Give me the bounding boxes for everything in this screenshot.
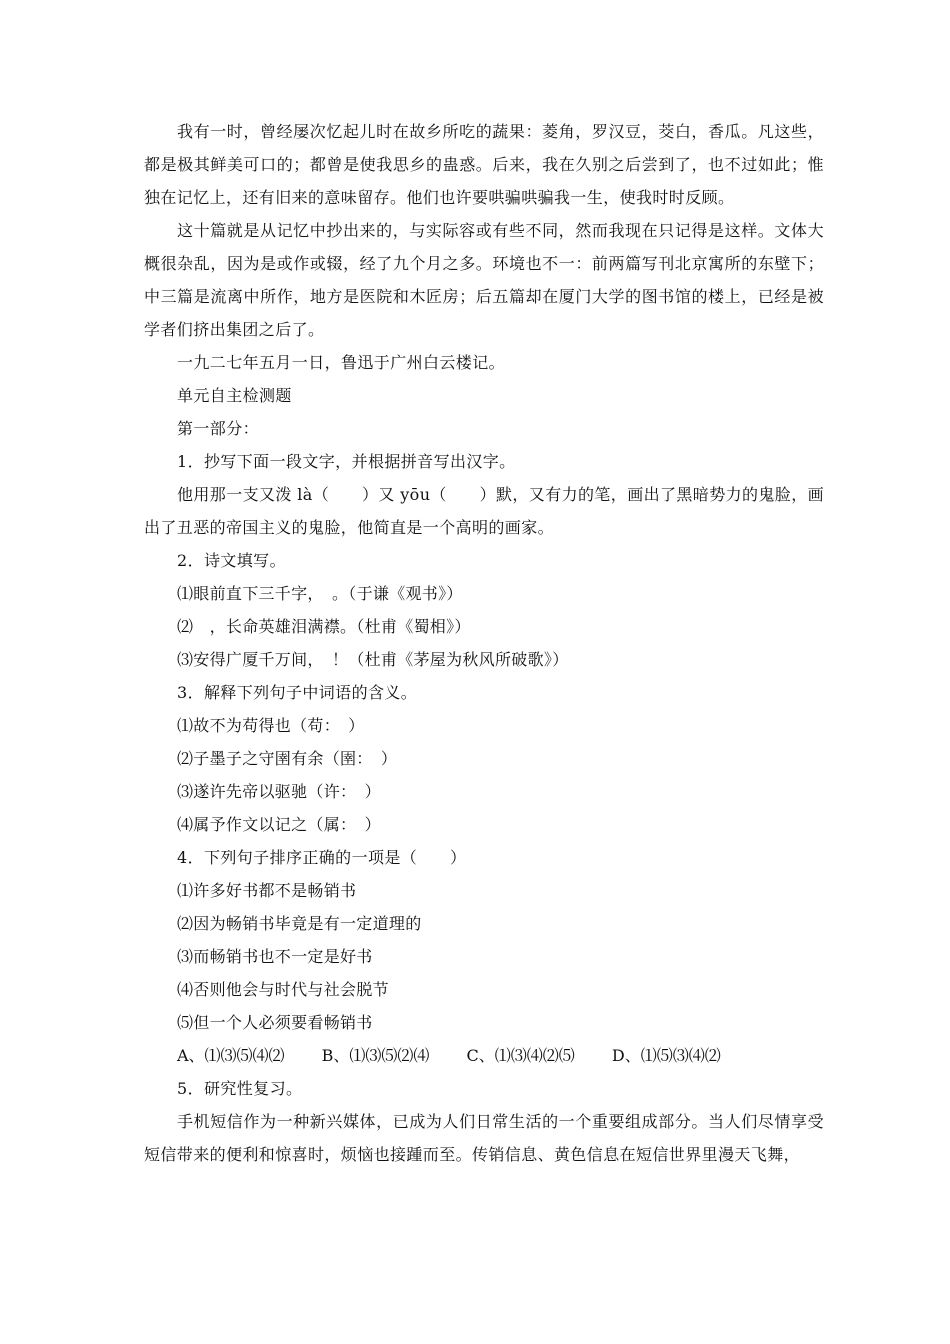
question-2-prompt: 2．诗文填写。 (177, 551, 286, 570)
test-title: 单元自主检测题 (177, 386, 292, 405)
question-4-options (144, 1039, 824, 1072)
question-5-prompt: 5．研究性复习。 (177, 1079, 303, 1098)
question-4-item: ⑷否则他会与时代与社会脱节 (177, 980, 389, 999)
question-2-item: ⑴眼前直下三千字， 。（于谦《观书》） (177, 584, 463, 603)
question-1-text: 他用那一支又泼 là（ ）又 yōu（ ）默，又有力的笔，画出了黑暗势力的鬼脸，画出了丑恶的帝国主义的鬼脸，他简直是一个高明的画家。 (144, 485, 825, 537)
question-3-prompt: 3．解释下列句子中词语的含义。 (177, 683, 418, 702)
option-a: A、⑴⑶⑸⑷⑵ (177, 1046, 285, 1065)
question-4-item: ⑵因为畅销书毕竟是有一定道理的 (177, 914, 422, 933)
question-4-item: ⑶而畅销书也不一定是好书 (177, 947, 373, 966)
question-4-item: ⑴许多好书都不是畅销书 (177, 881, 357, 900)
question-4-item: ⑸但一个人必须要看畅销书 (177, 1013, 373, 1032)
test-part-label: 第一部分： (177, 419, 260, 438)
question-3-item: ⑵子墨子之守圉有余（圉： ） (177, 749, 398, 768)
option-d: D、⑴⑸⑶⑷⑵ (611, 1046, 721, 1065)
question-3-item: ⑷属予作文以记之（属： ） (177, 815, 381, 834)
test-part-heading (144, 412, 824, 445)
question-1-prompt: 1．抄写下面一段文字，并根据拼音写出汉字。 (177, 452, 516, 471)
question-5-text: 手机短信作为一种新兴媒体，已成为人们日常生活的一个重要组成部分。当人们尽情享受短信带来的便利和惊喜时，烦恼也接踵而至。传销信息、黄色信息在短信世界里漫天飞舞， (144, 1112, 824, 1164)
option-c: C、⑴⑶⑷⑵⑸ (466, 1046, 575, 1065)
preface-paragraph-1: 我有一时，曾经屡次忆起儿时在故乡所吃的蔬果：菱角，罗汉豆，茭白，香瓜。凡这些，都是极其鲜美可口的；都曾是使我思乡的蛊惑。后来，我在久别之后尝到了，也不过如此；惟独在记忆上，还有旧来的意味留存。他们也许要哄骗哄骗我一生，使我时时反顾。 (144, 122, 824, 207)
question-3-item: ⑴故不为苟得也（苟： ） (177, 716, 365, 735)
preface-signature: 一九二七年五月一日，鲁迅于广州白云楼记。 (177, 353, 506, 372)
document-body (144, 115, 824, 1171)
question-2-item: ⑶安得广厦千万间， ！（杜甫《茅屋为秋风所破歌》） (177, 650, 569, 669)
question-4-prompt: 4．下列句子排序正确的一项是（ ） (177, 848, 467, 867)
preface-paragraph-2: 这十篇就是从记忆中抄出来的，与实际容或有些不同，然而我现在只记得是这样。文体大概很杂乱，因为是或作或辍，经了九个月之多。环境也不一：前两篇写刊北京寓所的东壁下；中三篇是流离中所作，地方是医院和木匠房；后五篇却在厦门大学的图书馆的楼上，已经是被学者们挤出集团之后了。 (144, 221, 824, 339)
question-3-item: ⑶遂许先帝以驱驰（许： ） (177, 782, 381, 801)
question-2-item: ⑵ ，长命英雄泪满襟。（杜甫《蜀相》） (177, 617, 471, 636)
option-b: B、⑴⑶⑸⑵⑷ (321, 1046, 430, 1065)
